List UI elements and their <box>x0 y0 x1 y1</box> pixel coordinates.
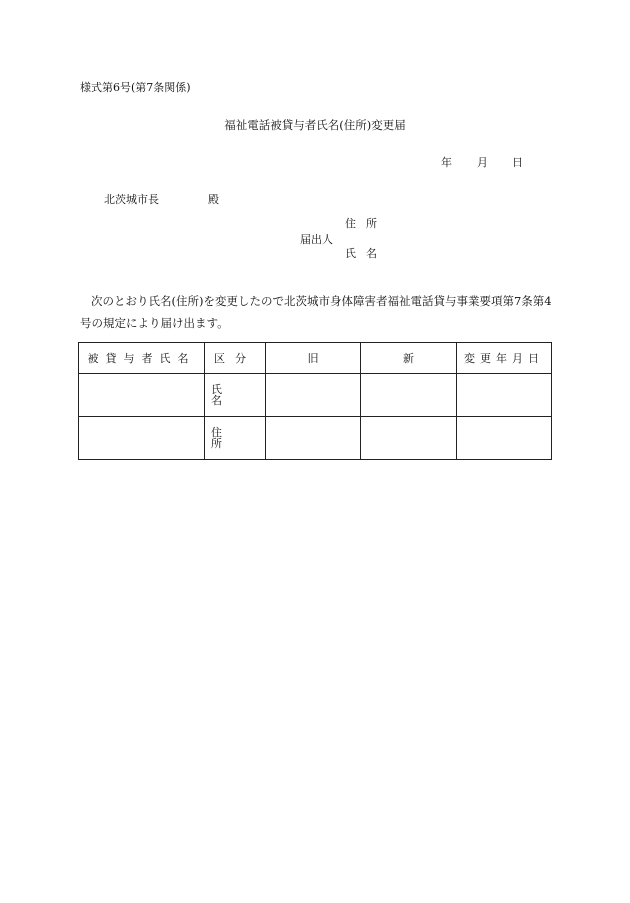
form-id: 様式第6号(第7条関係) <box>80 81 191 94</box>
header-old: 旧 <box>266 343 361 374</box>
change-date-cell[interactable] <box>457 417 552 460</box>
row-category-name: 氏名 <box>205 374 266 417</box>
applicant-address-label: 住所 <box>345 217 387 230</box>
header-new: 新 <box>361 343 457 374</box>
applicant-name-label: 氏名 <box>345 247 387 260</box>
table-header-row <box>79 343 552 374</box>
old-value-cell[interactable] <box>266 374 361 417</box>
date-day-label: 日 <box>512 156 523 169</box>
table-row <box>79 374 552 417</box>
new-value-cell[interactable] <box>361 417 457 460</box>
body-text: 次のとおり氏名(住所)を変更したので北茨城市身体障害者福祉電話貸与事業要項第7条第4号の規定により届け出ます。 <box>80 294 552 330</box>
header-change-date: 変更年月日 <box>457 343 552 374</box>
addressee-honorific: 殿 <box>208 193 219 206</box>
header-borrower: 被貸与者氏名 <box>79 343 205 374</box>
table-row <box>79 417 552 460</box>
page-title: 福祉電話被貸与者氏名(住所)変更届 <box>224 118 406 132</box>
date-year-label: 年 <box>441 156 452 169</box>
header-category: 区分 <box>205 343 266 374</box>
date-month-label: 月 <box>477 156 488 169</box>
borrower-name-cell[interactable] <box>79 417 205 460</box>
change-table <box>78 342 552 460</box>
change-date-cell[interactable] <box>457 374 552 417</box>
borrower-name-cell[interactable] <box>79 374 205 417</box>
row-category-address: 住所 <box>205 417 266 460</box>
old-value-cell[interactable] <box>266 417 361 460</box>
addressee-name: 北茨城市長 <box>104 193 159 206</box>
applicant-label: 届出人 <box>300 233 333 246</box>
new-value-cell[interactable] <box>361 374 457 417</box>
